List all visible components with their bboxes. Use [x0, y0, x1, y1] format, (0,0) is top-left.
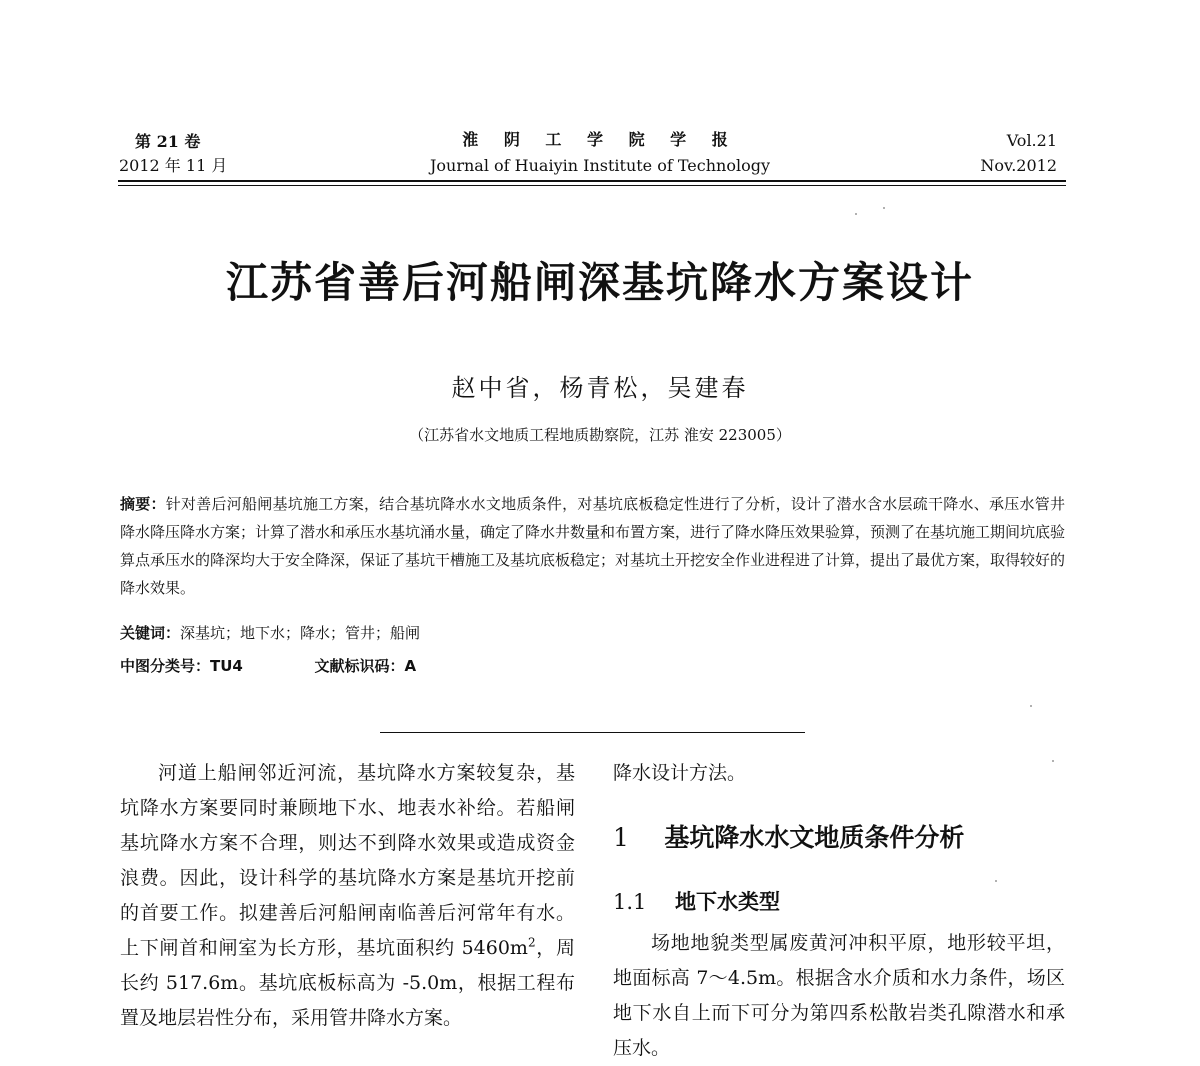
- section-number: 1: [613, 823, 629, 852]
- intro-text-start: 河道上船闸邻近河流，基坑降水方案较复杂，基坑降水方案要同时兼顾地下水、地表水补给。若船闸基坑降水方案不合理，则达不到降水效果或造成资金浪费。因此，设计科学的基坑降水方案是基坑开挖前的首要工作。拟建善后河船闸南临善后河常年有水。上下闸首和闸室为长方形，基坑面积约 5460m: [120, 762, 575, 959]
- header-volume-en: Vol.21: [1006, 131, 1057, 150]
- doc-code-label: 文献标识码：: [314, 657, 405, 675]
- abstract: [120, 490, 1065, 602]
- scan-speck: [855, 213, 857, 215]
- keywords: [120, 622, 420, 643]
- section-divider: [380, 732, 805, 733]
- scan-speck: [1052, 760, 1054, 762]
- header-rule-thick: [118, 180, 1066, 182]
- abstract-text: 针对善后河船闸基坑施工方案，结合基坑降水水文地质条件，对基坑底板稳定性进行了分析，设计了潜水含水层疏干降水、承压水管井降水降压降水方案；计算了潜水和承压水基坑涌水量，确定了降水井数量和布置方案，进行了降水降压效果验算，预测了在基坑施工期间坑底验算点承压水的降深均大于安全降深，保证了基坑干槽施工及基坑底板稳定；对基坑土开挖安全作业进程进了计算，提出了最优方案，取得较好的降水效果。: [120, 495, 1066, 597]
- section-heading: [613, 818, 964, 854]
- abstract-label: 摘要：: [120, 495, 166, 513]
- classification: [120, 655, 416, 676]
- clc-label: 中图分类号：: [120, 657, 211, 675]
- scan-speck: [883, 207, 885, 209]
- intro-paragraph: [120, 756, 575, 1036]
- scan-speck: [995, 880, 997, 882]
- authors: 赵中省，杨青松，吴建春: [451, 374, 749, 402]
- section-title: 基坑降水水文地质条件分析: [664, 823, 965, 852]
- paper-title: 江苏省善后河船闸深基坑降水方案设计: [225, 258, 974, 307]
- journal-name-en: Journal of Huaiyin Institute of Technology: [429, 156, 771, 175]
- keywords-text: 深基坑；地下水；降水；管井；船闸: [180, 624, 421, 642]
- intro-text-end: ，周长约 517.6m。基坑底板标高为 -5.0m，根据工程布置及地层岩性分布，采用管井降水方案。: [120, 937, 575, 1029]
- header-volume-cn: 第 21 卷: [135, 132, 201, 151]
- body-left-column: [120, 756, 575, 1036]
- area-superscript: 2: [527, 935, 536, 950]
- header-date-en: Nov.2012: [980, 156, 1057, 175]
- keywords-label: 关键词：: [120, 624, 181, 642]
- subsection-paragraph: 场地地貌类型属废黄河冲积平原，地形较平坦，地面标高 7～4.5m。根据含水介质和水力条件，场区地下水自上而下可分为第四系松散岩类孔隙潜水和承压水。: [613, 932, 1065, 1059]
- header-rule-thin: [118, 185, 1066, 186]
- subsection-number: 1.1: [613, 890, 647, 914]
- scan-speck: [1030, 705, 1032, 707]
- affiliation: （江苏省水文地质工程地质勘察院，江苏 淮安 223005）: [409, 426, 791, 444]
- header-date-cn: 2012 年 11 月: [119, 156, 228, 175]
- subsection-title: 地下水类型: [675, 890, 781, 914]
- subsection-heading: [613, 886, 780, 916]
- body-right-column: [613, 926, 1065, 1066]
- doc-code-value: A: [404, 657, 417, 675]
- clc-value: TU4: [210, 657, 243, 675]
- journal-name-cn: 淮 阴 工 学 院 学 报: [462, 130, 738, 149]
- continuation-text: 降水设计方法。: [613, 762, 747, 784]
